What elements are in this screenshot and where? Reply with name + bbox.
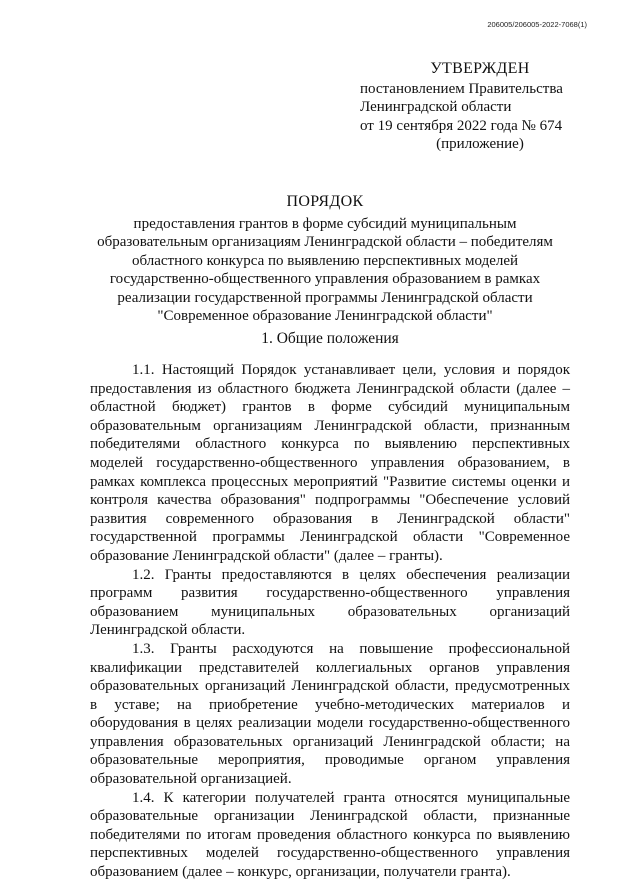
approval-appendix: (приложение) [436,136,524,152]
approval-heading: УТВЕРЖДЕН [430,60,530,77]
approval-line: постановлением Правительства [360,80,563,97]
title-line: образовательным организациям Ленинградской области – победителям [97,234,553,250]
title-main: ПОРЯДОК [286,193,364,210]
approval-line: от 19 сентября 2022 года № 674 [360,117,563,134]
approval-stamp [360,60,600,154]
title-line: областного конкурса по выявлению перспективных моделей [131,252,519,269]
section-heading: 1. Общие положения [261,330,399,347]
title-line: реализации государственной программы Ленинградской области [117,289,533,306]
document-title [80,193,570,326]
approval-line: Ленинградской области [360,99,512,115]
title-line: "Современное образование Ленинградской области" [157,308,493,324]
document-body [90,361,570,882]
paragraph-1-3: 1.3. Гранты расходуются на повышение профессиональной квалификации представителей коллегиальных органов управления образовательных организаций Ленинградской области, предусмотренных в уставе; на приобретение учебно-методических материалов и оборудования в целях реализации модели государственно-общественного управления образовательных организаций Ленинградской области; на образовательные мероприятия, проводимые органом управления образовательной организацией. [90,640,570,788]
paragraph-1-4: 1.4. К категории получателей гранта относятся муниципальные образовательные организации Ленинградской области, признанные победителями по итогам проведения областного конкурса по выявлению перспективных моделей государственно-общественного управления образованием (далее – конкурс, организации, получатели гранта). [90,789,570,881]
title-line: предоставления грантов в форме субсидий муниципальным [133,215,517,232]
document-registration-number: 206005/206005-2022-7068(1) [487,20,587,29]
title-line: государственно-общественного управления образованием в рамках [109,271,541,287]
paragraph-1-1: 1.1. Настоящий Порядок устанавливает цели, условия и порядок предоставления из областного бюджета Ленинградской области (далее – областной бюджет) грантов в форме субсидий муниципальным образовательным организациям Ленинградской области, признанным победителями областного конкурса по выявлению перспективных моделей государственно-общественного управления образованием, в рамках комплекса процессных мероприятий "Развитие системы оценки и контроля качества образования" подпрограммы "Обеспечение условий развития современного образования в Ленинградской области" государственной программы Ленинградской области "Современное образование Ленинградской области" (далее – гранты). [90,362,570,564]
paragraph-1-2: 1.2. Гранты предоставляются в целях обеспечения реализации программ развития государственно-общественного управления образованием муниципальных образовательных организаций Ленинградской области. [90,566,570,639]
